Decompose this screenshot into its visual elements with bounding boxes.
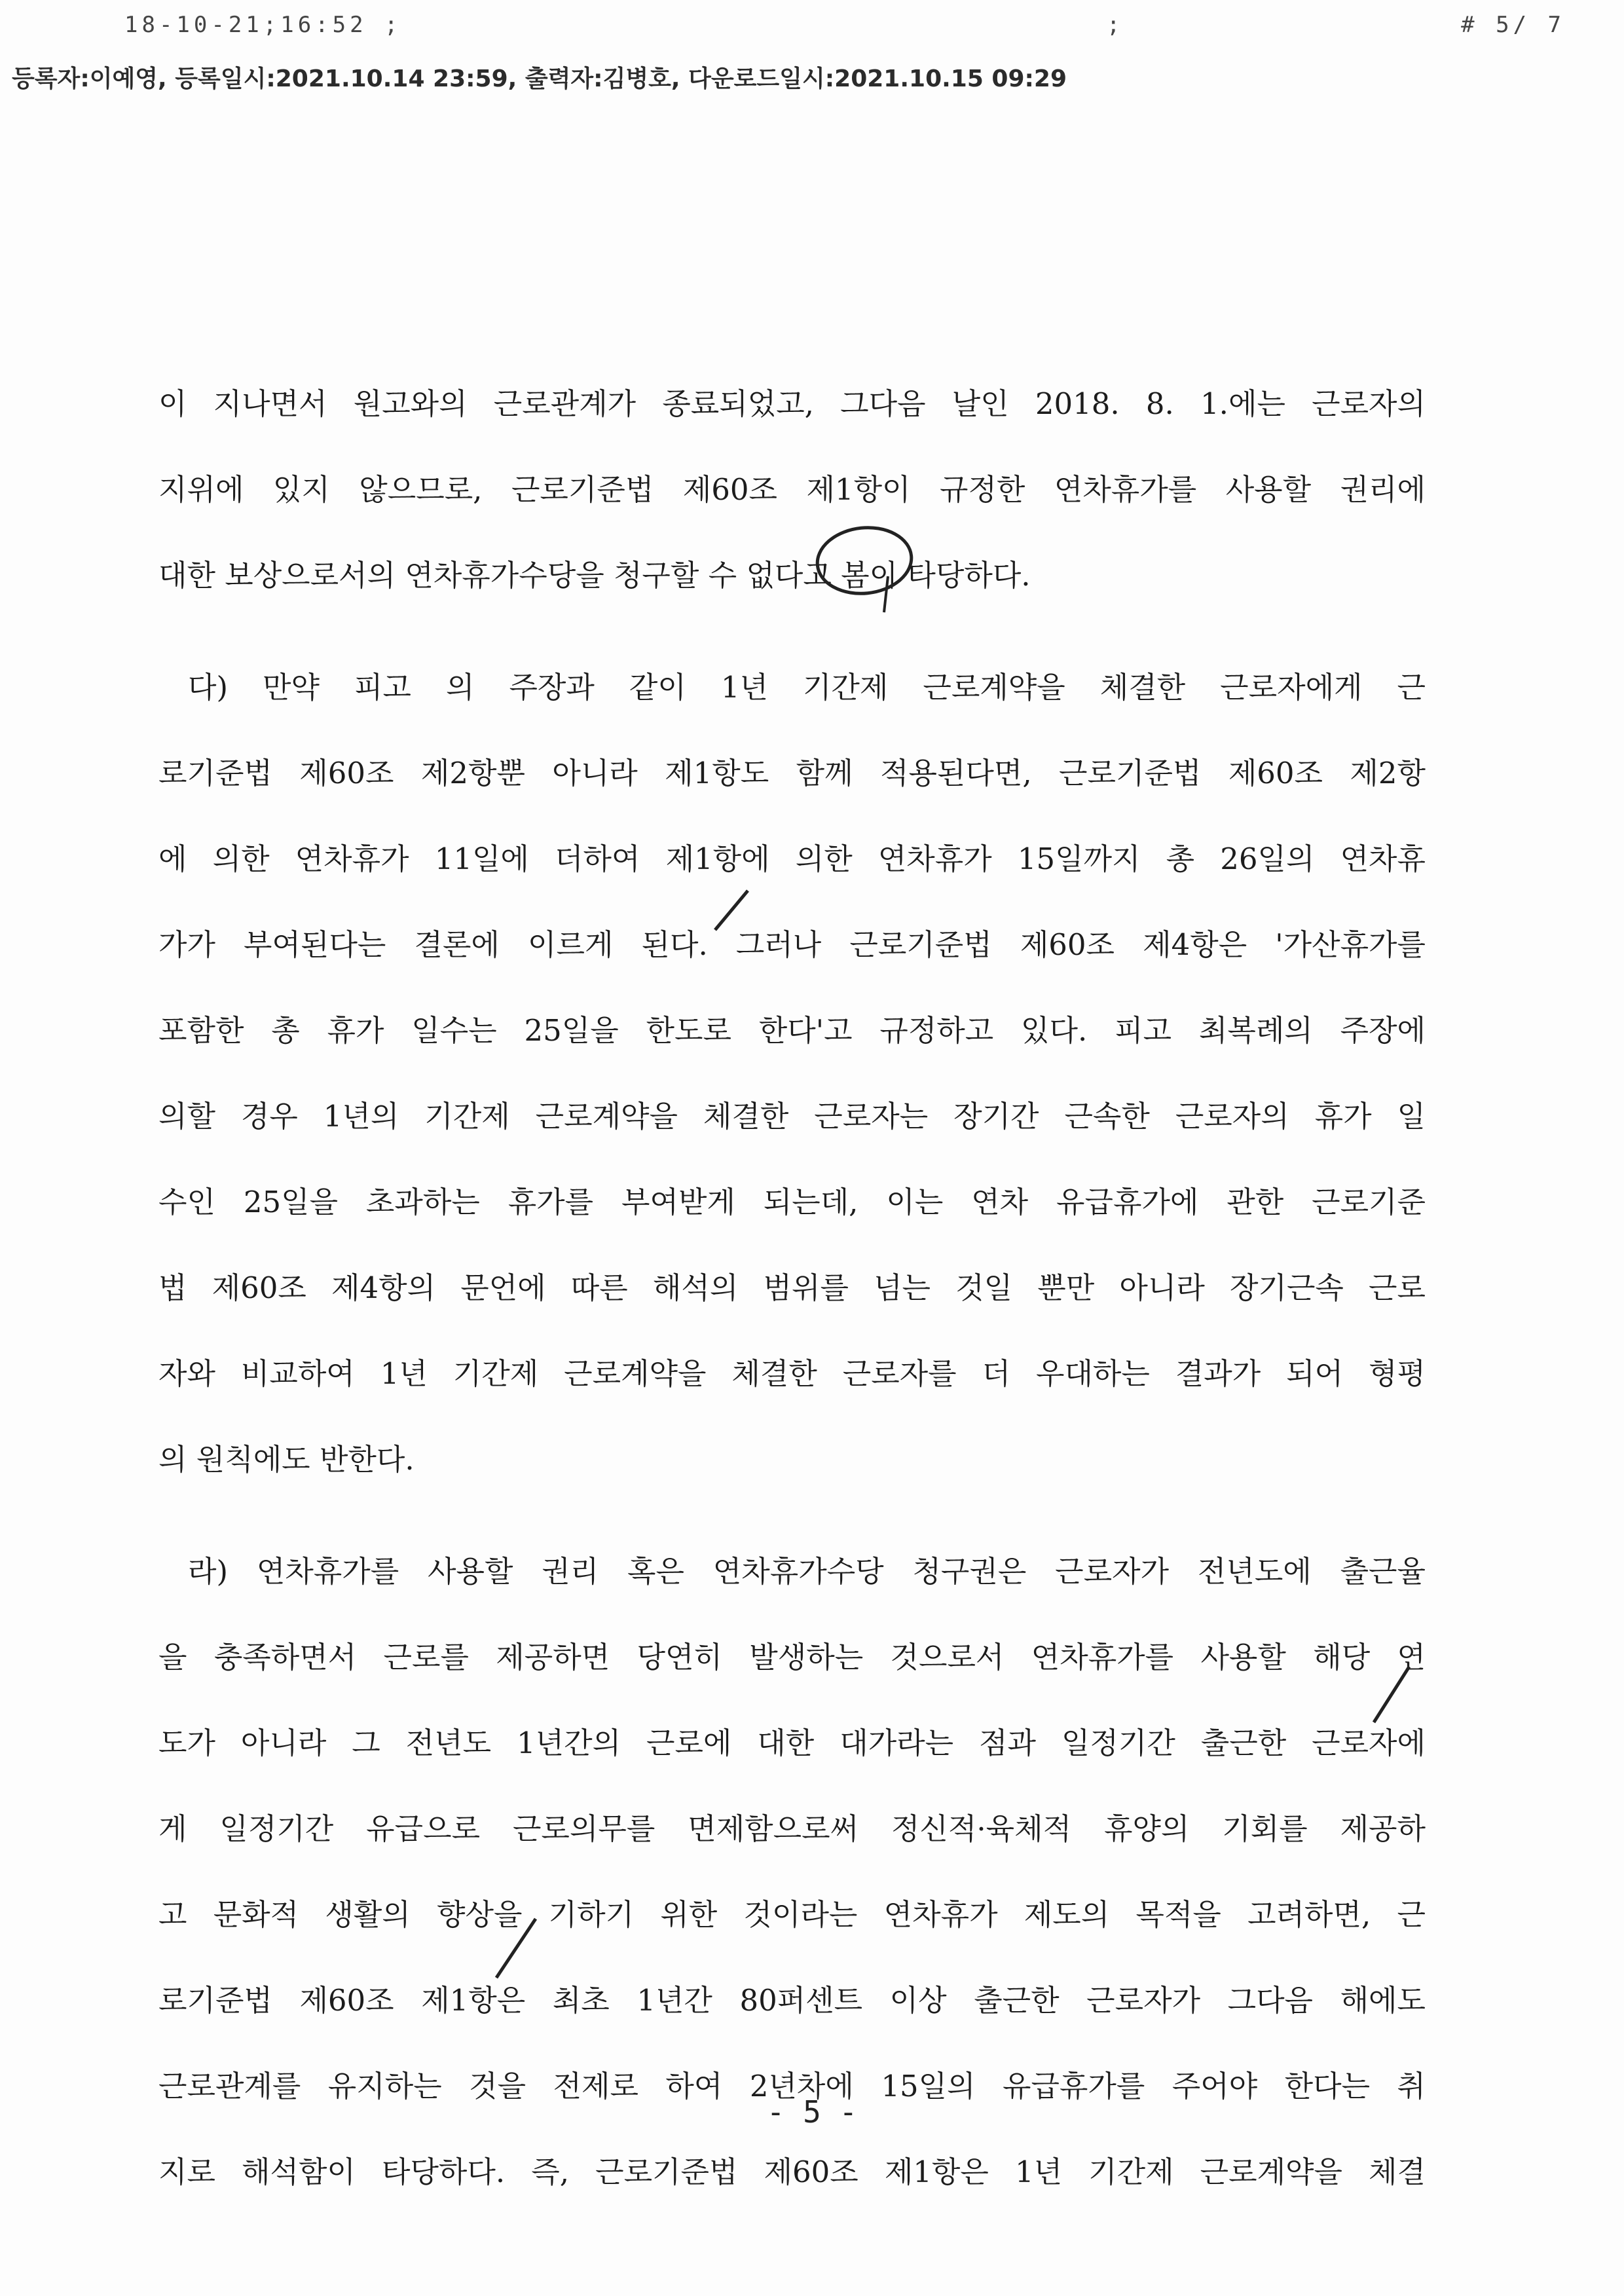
body-line: 다) 만약 피고 의 주장과 같이 1년 기간제 근로계약을 체결한 근로자에게 근 xyxy=(188,670,1426,705)
body-line: 로기준법 제60조 제1항은 최초 1년간 80퍼센트 이상 출근한 근로자가 그다음 해에도 xyxy=(158,1983,1426,2018)
body-line: 게 일정기간 유급으로 근로의무를 면제함으로써 정신적·육체적 휴양의 기회를 제공하 xyxy=(158,1811,1426,1846)
body-line: 포함한 총 휴가 일수는 25일을 한도로 한다'고 규정하고 있다. 피고 최복례의 주장에 xyxy=(158,1013,1426,1048)
body-line: 지로 해석함이 타당하다. 즉, 근로기준법 제60조 제1항은 1년 기간제 근로계약을 체결 xyxy=(158,2155,1426,2189)
body-line: 로기준법 제60조 제2항뿐 아니라 제1항도 함께 적용된다면, 근로기준법 제60조 제2항 xyxy=(158,756,1426,790)
body-line: 대한 보상으로서의 연차휴가수당을 청구할 수 없다고 봄이 타당하다. xyxy=(158,558,1031,593)
body-line: 고 문화적 생활의 향상을 기하기 위한 것이라는 연차휴가 제도의 목적을 고려하면, 근 xyxy=(158,1897,1426,1932)
body-line: 을 충족하면서 근로를 제공하면 당연히 발생하는 것으로서 연차휴가를 사용할 해당 연 xyxy=(158,1640,1426,1675)
body-text xyxy=(158,375,1426,2229)
body-line: 에 의한 연차휴가 11일에 더하여 제1항에 의한 연차휴가 15일까지 총 26일의 연차휴 xyxy=(158,842,1426,876)
fax-page-counter: # 5/ 7 xyxy=(1461,12,1565,38)
body-line: 가가 부여된다는 결론에 이르게 된다. 그러나 근로기준법 제60조 제4항은 '가산휴가를 xyxy=(158,927,1426,962)
body-line: 수인 25일을 초과하는 휴가를 부여받게 되는데, 이는 연차 유급휴가에 관한 근로기준 xyxy=(158,1185,1426,1219)
body-line: 의할 경우 1년의 기간제 근로계약을 체결한 근로자는 장기간 근속한 근로자의 휴가 일 xyxy=(158,1099,1426,1134)
body-line: 의 원칙에도 반한다. xyxy=(158,1442,415,1477)
body-line: 지위에 있지 않으므로, 근로기준법 제60조 제1항이 규정한 연차휴가를 사용할 권리에 xyxy=(158,472,1426,507)
registration-line: 등록자:이예영, 등록일시:2021.10.14 23:59, 출력자:김병호, 다운로드일시:2021.10.15 09:29 xyxy=(12,65,1067,92)
body-line: 라) 연차휴가를 사용할 권리 혹은 연차휴가수당 청구권은 근로자가 전년도에 출근율 xyxy=(188,1554,1426,1589)
body-line: 도가 아니라 그 전년도 1년간의 근로에 대한 대가라는 점과 일정기간 출근한 근로자에 xyxy=(158,1726,1426,1760)
body-line: 자와 비교하여 1년 기간제 근로계약을 체결한 근로자를 더 우대하는 결과가 되어 형평 xyxy=(158,1356,1426,1391)
fax-datetime: 18-10-21;16:52 ; xyxy=(124,12,402,38)
fax-separator: ; xyxy=(1107,12,1124,38)
body-line: 법 제60조 제4항의 문언에 따른 해석의 범위를 넘는 것일 뿐만 아니라 장기근속 근로 xyxy=(158,1270,1426,1305)
fax-header xyxy=(124,12,1565,51)
body-line: 이 지나면서 원고와의 근로관계가 종료되었고, 그다음 날인 2018. 8. 1.에는 근로자의 xyxy=(158,386,1426,421)
page-number: - 5 - xyxy=(766,2094,858,2130)
body-line: 근로관계를 유지하는 것을 전제로 하여 2년차에 15일의 유급휴가를 주어야 한다는 취 xyxy=(158,2069,1426,2103)
